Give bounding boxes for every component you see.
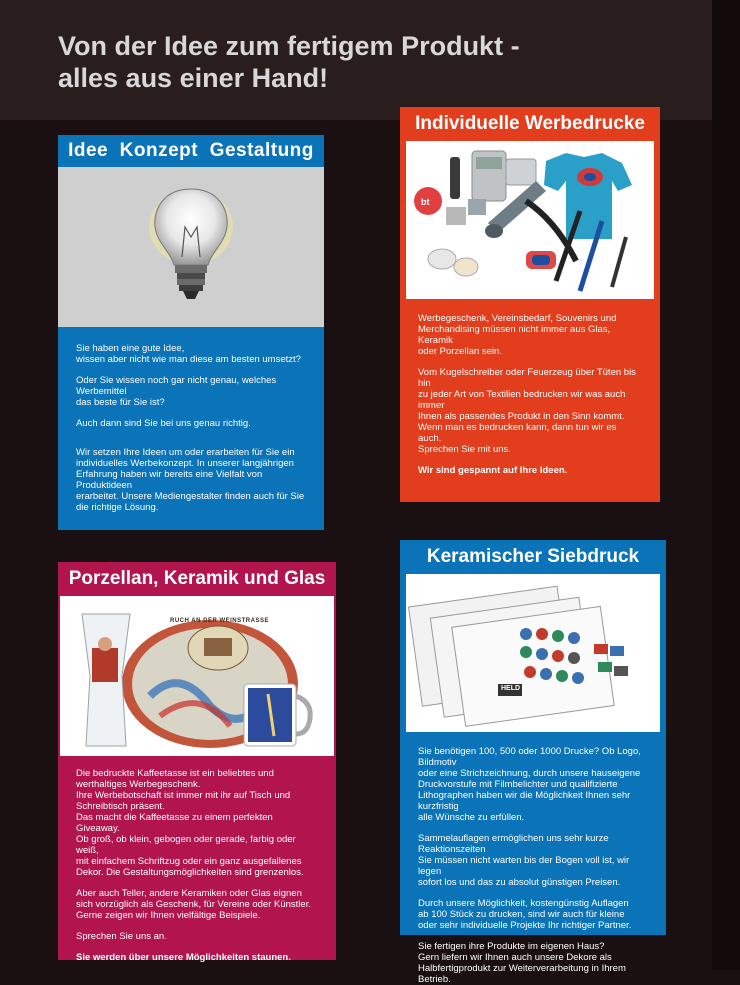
page-headline [58,30,578,94]
card-text [58,756,336,963]
paragraph: Durch unsere Möglichkeit, kostengünstig Auflagen ab 100 Stück zu drucken, sind wir auch für kleine oder sehr individuelle Projekte Ihr richtiger Partner. [418,898,632,931]
card-text [400,732,666,985]
closing-text: Wir sind gespannt auf Ihre Ideen. [418,465,568,476]
decal-sheets-icon [406,574,660,732]
promo-items-icon [406,141,654,299]
card-title: Porzellan, Keramik und Glas [68,568,326,589]
svg-text:bt: bt [421,197,430,207]
light-bulb-image [58,167,324,327]
card-title: Keramischer Siebdruck [426,546,640,567]
decal-sheets-image [406,574,660,732]
paragraph: Sie fertigen ihre Produkte im eigenen Haus? Gern liefern wir Ihnen auch unsere Dekore als Halbfertigprodukt zur Weiterverarbeitung in Ihrem Betrieb. [418,941,626,985]
card-text [58,327,324,513]
glass-plate-mug-image [60,596,334,756]
paragraph: Werbegeschenk, Vereinsbedarf, Souvenirs und Merchandising müssen nicht immer aus Glas, Keramik oder Porzellan sein. [418,313,617,357]
closing-text: Sie werden über unsere Möglichkeiten staunen. [76,952,291,963]
headline-line-1: Von der Idee zum fertigem Produkt - [58,31,520,61]
sheet-label: HELD [501,685,521,692]
paragraph: Sammelauflagen ermöglichen uns sehr kurze Reaktionszeiten Sie müssen nicht warten bis der Bogen voll ist, wir legen sofort los und das zu absolut günstigen Preisen. [418,833,630,888]
card-werbedrucke [400,107,660,502]
paragraph: Vom Kugelschreiber oder Feuerzeug über Tüten bis hin zu jeder Art von Textilien bedrucken wir was auch immer Ihnen als passendes Produkt in den Sinn kommt. Wenn man es bedrucken kann, dann tun wir es auch. Sprechen Sie mit uns. [418,367,636,455]
card-siebdruck [400,540,666,985]
paragraph: Oder Sie wissen noch gar nicht genau, welches Werbemittel das beste für Sie ist? [76,375,277,408]
paragraph: Wir setzen Ihre Ideen um oder erarbeiten für Sie ein individuelles Werbekonzept. In unserer langjährigen Erfahrung haben wir bereits eine Vielfalt von Produktideen erarbeitet. Unsere Mediengestalter finden auch für Sie die richtige Lösung. [76,447,305,513]
plate-text: RUCH AN DER WEINSTRASSE [170,618,269,624]
card-title: Idee Konzept Gestaltung [68,140,314,161]
paragraph: Die bedruckte Kaffeetasse ist ein beliebtes und werthaltiges Werbegeschenk. Ihre Werbebotschaft ist immer mit ihr auf Tisch und Schreibtisch präsent. Das macht die Kaffeetasse zu einem perfekten Giveaway. Ob groß, ob klein, gebogen oder gerade, farbig oder weiß, mit einfachem Schriftzug oder ein ganz ausgefallenes Dekor. Die Gestaltungsmöglichkeiten sind grenzenlos. [76,768,304,878]
paragraph: Auch dann sind Sie bei uns genau richtig. [76,418,251,429]
right-edge-strip [712,0,740,970]
light-bulb-icon [58,167,324,327]
paragraph: Aber auch Teller, andere Keramiken oder Glas eignen sich vorzüglich als Geschenk, für Vereine oder Künstler. Gerne zeigen wir Ihnen vielfältige Beispiele. [76,888,311,921]
paragraph: Sie haben eine gute Idee, wissen aber nicht wie man diese am besten umsetzt? [76,343,301,365]
card-title: Individuelle Werbedrucke [415,113,645,134]
paragraph: Sie benötigen 100, 500 oder 1000 Drucke? Ob Logo, Bildmotiv oder eine Strichzeichnung, durch unsere hauseigene Druckvorstufe mit Filmbelichter und qualifizierte Lithographen haben wir die Möglichkeit Ihnen sehr kurzfristig alle Wünsche zu erfüllen. [418,746,641,823]
paragraph: Sprechen Sie uns an. [76,931,167,942]
card-text [400,299,660,476]
promotional-products-image [406,141,654,299]
headline-line-2: alles aus einer Hand! [58,63,329,93]
card-porzellan [58,562,336,963]
card-idee-konzept [58,135,324,530]
